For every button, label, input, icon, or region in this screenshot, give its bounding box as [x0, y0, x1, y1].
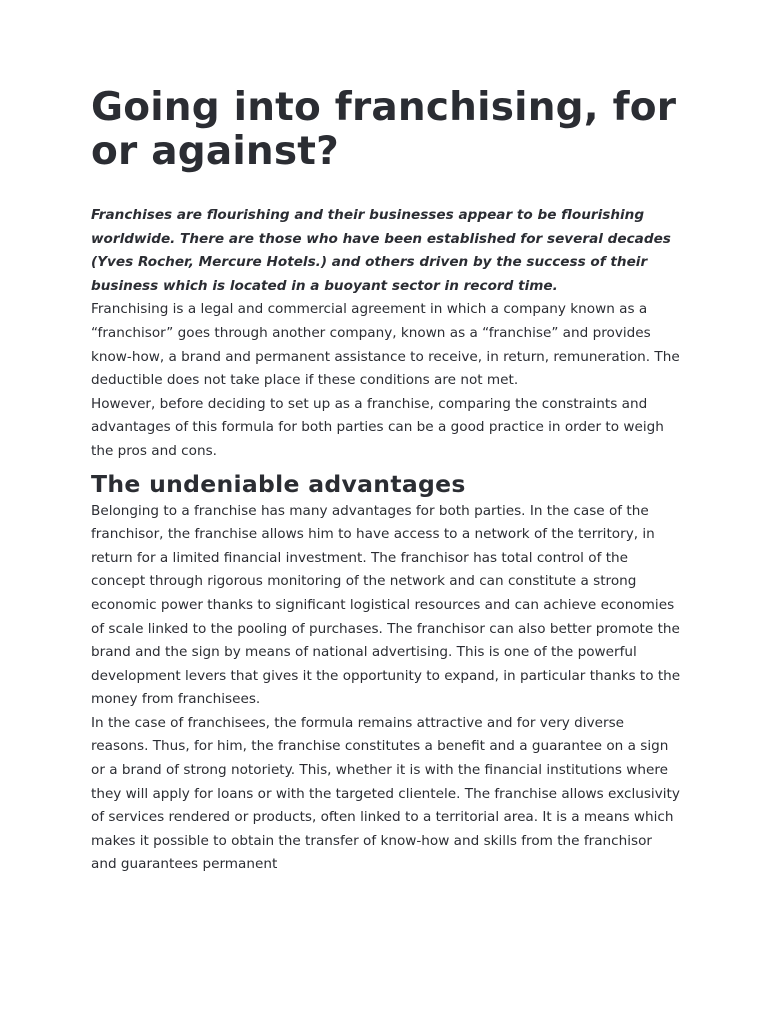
paragraph-comparison: However, before deciding to set up as a franchise, comparing the constraints and advantages of this formula for both parties can be a good practice in order to weigh the pros and cons.	[91, 395, 664, 459]
paragraph-definition: Franchising is a legal and commercial agreement in which a company known as a “franchisor” goes through another company, known as a “franchise” and provides know-how, a brand and permanent assistance to receive, in return, remuneration. The deductible does not take place if these conditions are not met.	[91, 301, 680, 389]
article-lead: Franchises are flourishing and their businesses appear to be flourishing worldwide. There are those who have been established for several decades (Yves Rocher, Mercure Hotels.) and others driven by the success of their business which is located in a buoyant sector in record time.	[91, 207, 671, 294]
document-page	[91, 86, 681, 877]
article-title: Going into franchising, for or against?	[91, 85, 677, 174]
paragraph-franchisor-advantages: Belonging to a franchise has many advantages for both parties. In the case of the franchisor, the franchise allows him to have access to a network of the territory, in return for a limited financial investment. The franchisor has total control of the concept through rigorous monitoring of the network and can constitute a strong economic power thanks to significant logistical resources and can achieve economies of scale linked to the pooling of purchases. The franchisor can also better promote the brand and the sign by means of national advertising. This is one of the powerful development levers that gives it the opportunity to expand, in particular thanks to the money from franchisees.	[91, 502, 681, 708]
paragraph-franchisee-advantages: In the case of franchisees, the formula remains attractive and for very diverse reasons. Thus, for him, the franchise constitutes a benefit and a guarantee on a sign or a brand of strong notoriety. This, whether it is with the financial institutions where they will apply for loans or with the targeted clientele. The franchise allows exclusivity of services rendered or products, often linked to a territorial area. It is a means which makes it possible to obtain the transfer of know-how and skills from the franchisor and guarantees permanent	[91, 714, 680, 873]
section-heading: The undeniable advantages	[91, 469, 466, 498]
